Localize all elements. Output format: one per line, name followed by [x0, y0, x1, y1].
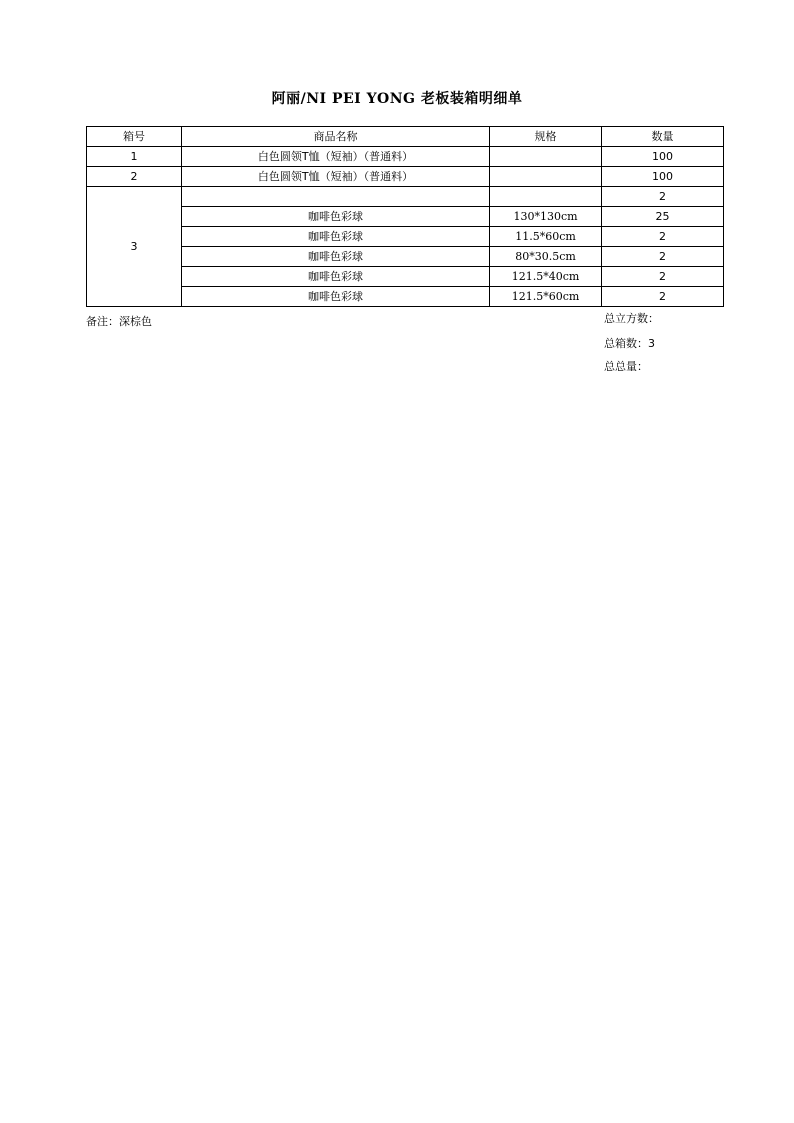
cell-product-name: 白色圆领T恤（短袖）（普通料）	[182, 167, 490, 187]
cell-qty: 25	[602, 207, 724, 227]
page-title: 阿丽/NI PEI YONG 老板装箱明细单	[271, 91, 523, 107]
cell-product-name	[182, 187, 490, 207]
table-row	[87, 287, 724, 307]
cell-product-name: 咖啡色彩球	[182, 247, 490, 267]
cell-spec	[490, 187, 602, 207]
total-boxes-label: 总箱数：3	[604, 337, 655, 350]
table-row	[87, 207, 724, 227]
cell-qty: 2	[602, 287, 724, 307]
cell-qty: 2	[602, 247, 724, 267]
cell-spec: 121.5*60cm	[490, 287, 602, 307]
total-volume-label: 总立方数：	[604, 312, 659, 325]
table-row	[87, 247, 724, 267]
packing-list-table	[86, 126, 724, 307]
cell-product-name: 咖啡色彩球	[182, 227, 490, 247]
table-row	[87, 167, 724, 187]
table-row	[87, 267, 724, 287]
total-weight-label: 总总量：	[604, 360, 648, 373]
cell-qty: 2	[602, 267, 724, 287]
header-product-name: 商品名称	[182, 127, 490, 147]
cell-box-no: 2	[87, 167, 182, 187]
header-box-no: 箱号	[87, 127, 182, 147]
table-row	[87, 187, 724, 207]
cell-spec: 80*30.5cm	[490, 247, 602, 267]
cell-qty: 100	[602, 167, 724, 187]
header-spec: 规格	[490, 127, 602, 147]
cell-product-name: 咖啡色彩球	[182, 267, 490, 287]
cell-qty: 2	[602, 187, 724, 207]
cell-spec	[490, 167, 602, 187]
header-qty: 数量	[602, 127, 724, 147]
cell-qty: 100	[602, 147, 724, 167]
cell-qty: 2	[602, 227, 724, 247]
cell-product-name: 咖啡色彩球	[182, 207, 490, 227]
table-row	[87, 147, 724, 167]
cell-box-no-merged: 3	[87, 187, 182, 307]
cell-spec: 11.5*60cm	[490, 227, 602, 247]
remarks-note: 备注：深棕色	[86, 315, 152, 328]
table-header-row	[87, 127, 724, 147]
cell-spec: 130*130cm	[490, 207, 602, 227]
cell-box-no: 1	[87, 147, 182, 167]
cell-product-name: 白色圆领T恤（短袖）（普通料）	[182, 147, 490, 167]
cell-spec	[490, 147, 602, 167]
cell-spec: 121.5*40cm	[490, 267, 602, 287]
table-row	[87, 227, 724, 247]
cell-product-name: 咖啡色彩球	[182, 287, 490, 307]
